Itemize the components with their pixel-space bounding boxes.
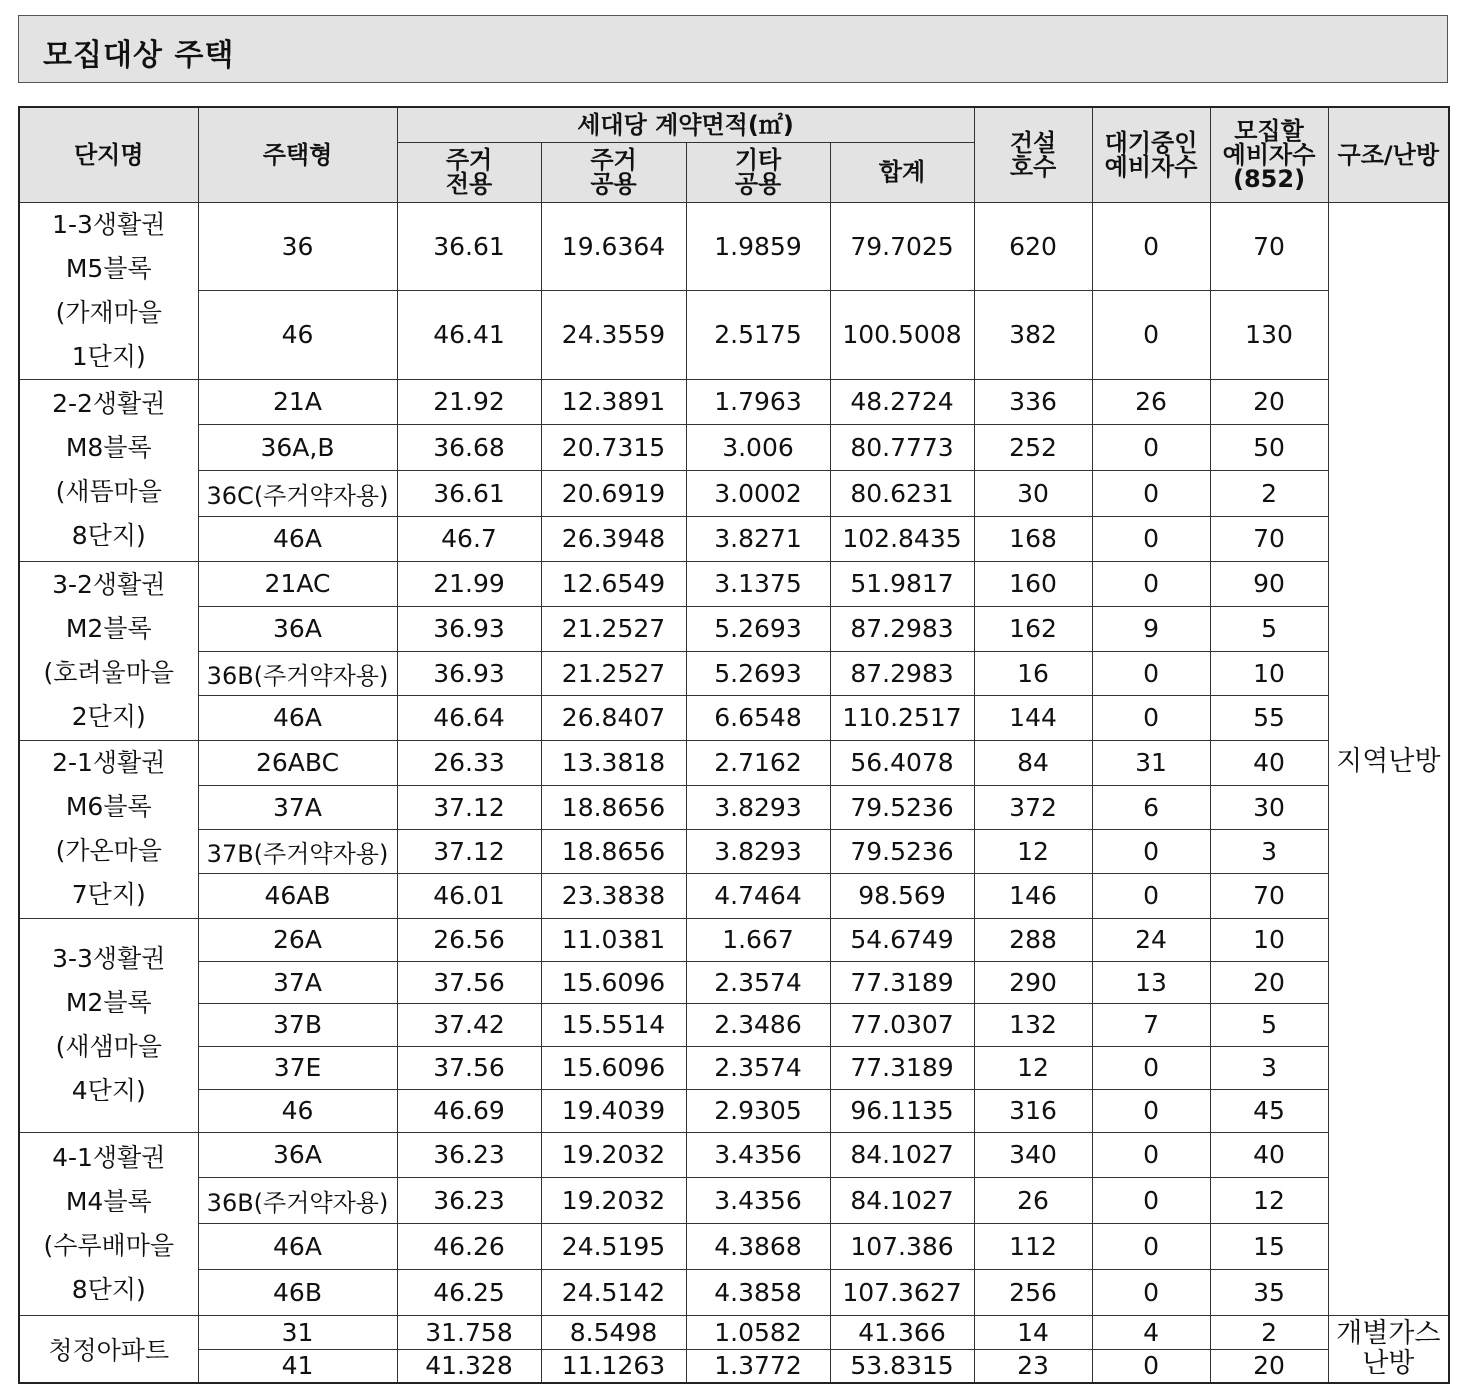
cell-waiting: 24: [1092, 918, 1210, 961]
cell-other: 1.667: [686, 918, 830, 961]
cell-other: 5.2693: [686, 651, 830, 695]
table-row: [19, 606, 1449, 651]
cell-total: 87.2983: [830, 651, 974, 695]
cell-common: 19.2032: [541, 1177, 686, 1223]
cell-recruit: 130: [1210, 291, 1328, 380]
cell-type: 31: [198, 1315, 397, 1349]
cell-units: 252: [974, 424, 1092, 470]
cell-other: 2.3574: [686, 1046, 830, 1089]
housing-table: [18, 106, 1450, 1384]
header-units: 건설 호수: [974, 107, 1092, 202]
cell-type: 37A: [198, 785, 397, 829]
cell-common: 8.5498: [541, 1315, 686, 1349]
cell-total: 107.3627: [830, 1269, 974, 1315]
cell-total: 77.3189: [830, 961, 974, 1003]
cell-total: 84.1027: [830, 1132, 974, 1177]
heating-individual-cell: 개별가스 난방: [1328, 1315, 1449, 1383]
cell-recruit: 35: [1210, 1269, 1328, 1315]
cell-total: 107.386: [830, 1223, 974, 1269]
cell-common: 12.6549: [541, 561, 686, 606]
cell-total: 102.8435: [830, 516, 974, 561]
cell-common: 15.6096: [541, 1046, 686, 1089]
cell-recruit: 90: [1210, 561, 1328, 606]
cell-exclusive: 46.7: [397, 516, 541, 561]
cell-common: 13.3818: [541, 740, 686, 785]
cell-waiting: 0: [1092, 873, 1210, 918]
cell-type: 46AB: [198, 873, 397, 918]
header-area-other: 기타 공용: [686, 142, 830, 202]
cell-other: 1.9859: [686, 202, 830, 291]
cell-other: 3.006: [686, 424, 830, 470]
cell-type: 46A: [198, 516, 397, 561]
header-area-group: 세대당 계약면적(㎡): [397, 107, 974, 142]
table-row: [19, 516, 1449, 561]
cell-waiting: 0: [1092, 291, 1210, 380]
cell-units: 144: [974, 695, 1092, 740]
cell-recruit: 30: [1210, 785, 1328, 829]
cell-other: 4.3858: [686, 1269, 830, 1315]
cell-units: 146: [974, 873, 1092, 918]
cell-waiting: 0: [1092, 1269, 1210, 1315]
header-structure: 구조/난방: [1328, 107, 1449, 202]
table-row: [19, 561, 1449, 606]
cell-common: 11.1263: [541, 1349, 686, 1383]
cell-common: 20.7315: [541, 424, 686, 470]
cell-common: 24.3559: [541, 291, 686, 380]
cell-total: 48.2724: [830, 379, 974, 424]
cell-units: 112: [974, 1223, 1092, 1269]
cell-total: 96.1135: [830, 1089, 974, 1132]
cell-recruit: 70: [1210, 516, 1328, 561]
header-complex: 단지명: [19, 107, 198, 202]
cell-other: 3.8293: [686, 829, 830, 873]
cell-waiting: 7: [1092, 1003, 1210, 1046]
cell-type: 21A: [198, 379, 397, 424]
table-row: [19, 918, 1449, 961]
table-row: [19, 829, 1449, 873]
cell-recruit: 40: [1210, 1132, 1328, 1177]
cell-total: 80.6231: [830, 470, 974, 516]
cell-common: 19.6364: [541, 202, 686, 291]
cell-other: 2.5175: [686, 291, 830, 380]
cell-total: 41.366: [830, 1315, 974, 1349]
cell-total: 51.9817: [830, 561, 974, 606]
section-title: 모집대상 주택: [43, 38, 235, 73]
table-row: [19, 651, 1449, 695]
cell-type: 37B: [198, 1003, 397, 1046]
cell-total: 56.4078: [830, 740, 974, 785]
cell-type: 26A: [198, 918, 397, 961]
cell-recruit: 2: [1210, 1315, 1328, 1349]
table-row: [19, 1132, 1449, 1177]
cell-type: 21AC: [198, 561, 397, 606]
cell-type: 36A: [198, 1132, 397, 1177]
cell-exclusive: 36.23: [397, 1177, 541, 1223]
cell-type: 36: [198, 202, 397, 291]
cell-exclusive: 46.01: [397, 873, 541, 918]
cell-common: 26.8407: [541, 695, 686, 740]
cell-total: 100.5008: [830, 291, 974, 380]
cell-waiting: 0: [1092, 202, 1210, 291]
cell-waiting: 0: [1092, 1046, 1210, 1089]
cell-units: 316: [974, 1089, 1092, 1132]
cell-exclusive: 37.12: [397, 829, 541, 873]
cell-recruit: 5: [1210, 1003, 1328, 1046]
cell-recruit: 3: [1210, 1046, 1328, 1089]
cell-units: 290: [974, 961, 1092, 1003]
cell-waiting: 0: [1092, 424, 1210, 470]
cell-common: 24.5142: [541, 1269, 686, 1315]
cell-exclusive: 36.61: [397, 202, 541, 291]
cell-type: 37E: [198, 1046, 397, 1089]
cell-other: 3.8271: [686, 516, 830, 561]
cell-common: 19.4039: [541, 1089, 686, 1132]
table-row: [19, 379, 1449, 424]
cell-recruit: 55: [1210, 695, 1328, 740]
cell-exclusive: 36.68: [397, 424, 541, 470]
cell-units: 84: [974, 740, 1092, 785]
cell-other: 2.9305: [686, 1089, 830, 1132]
complex-name-cell: 1-3생활권 M5블록 (가재마을 1단지): [19, 202, 198, 379]
cell-other: 4.7464: [686, 873, 830, 918]
cell-type: 41: [198, 1349, 397, 1383]
cell-recruit: 20: [1210, 961, 1328, 1003]
cell-units: 162: [974, 606, 1092, 651]
table-row: [19, 1315, 1449, 1349]
cell-type: 36C(주거약자용): [198, 470, 397, 516]
cell-units: 30: [974, 470, 1092, 516]
complex-name-cell: 3-2생활권 M2블록 (호려울마을 2단지): [19, 561, 198, 740]
header-recruit: 모집할 예비자수 (852): [1210, 107, 1328, 202]
cell-waiting: 0: [1092, 516, 1210, 561]
cell-type: 37A: [198, 961, 397, 1003]
cell-common: 20.6919: [541, 470, 686, 516]
cell-total: 77.3189: [830, 1046, 974, 1089]
cell-exclusive: 26.56: [397, 918, 541, 961]
cell-recruit: 3: [1210, 829, 1328, 873]
cell-common: 23.3838: [541, 873, 686, 918]
table-row: [19, 1046, 1449, 1089]
cell-total: 110.2517: [830, 695, 974, 740]
cell-exclusive: 46.69: [397, 1089, 541, 1132]
cell-waiting: 0: [1092, 651, 1210, 695]
complex-name-cell: 4-1생활권 M4블록 (수루배마을 8단지): [19, 1132, 198, 1315]
cell-recruit: 50: [1210, 424, 1328, 470]
cell-type: 36B(주거약자용): [198, 1177, 397, 1223]
cell-waiting: 0: [1092, 561, 1210, 606]
cell-type: 36A,B: [198, 424, 397, 470]
cell-exclusive: 31.758: [397, 1315, 541, 1349]
cell-waiting: 31: [1092, 740, 1210, 785]
table-row: [19, 1269, 1449, 1315]
cell-exclusive: 46.41: [397, 291, 541, 380]
cell-exclusive: 37.56: [397, 961, 541, 1003]
cell-common: 11.0381: [541, 918, 686, 961]
table-body: [19, 202, 1449, 1383]
cell-type: 46A: [198, 1223, 397, 1269]
cell-waiting: 0: [1092, 1132, 1210, 1177]
cell-total: 84.1027: [830, 1177, 974, 1223]
cell-recruit: 45: [1210, 1089, 1328, 1132]
cell-other: 2.7162: [686, 740, 830, 785]
cell-exclusive: 37.56: [397, 1046, 541, 1089]
cell-exclusive: 37.12: [397, 785, 541, 829]
header-type: 주택형: [198, 107, 397, 202]
cell-units: 16: [974, 651, 1092, 695]
cell-total: 77.0307: [830, 1003, 974, 1046]
cell-total: 54.6749: [830, 918, 974, 961]
cell-type: 46: [198, 1089, 397, 1132]
cell-common: 12.3891: [541, 379, 686, 424]
table-row: [19, 291, 1449, 380]
cell-common: 26.3948: [541, 516, 686, 561]
cell-common: 15.6096: [541, 961, 686, 1003]
cell-other: 3.4356: [686, 1132, 830, 1177]
cell-exclusive: 37.42: [397, 1003, 541, 1046]
complex-name-cell: 2-2생활권 M8블록 (새뜸마을 8단지): [19, 379, 198, 561]
cell-waiting: 4: [1092, 1315, 1210, 1349]
cell-exclusive: 41.328: [397, 1349, 541, 1383]
cell-units: 382: [974, 291, 1092, 380]
cell-waiting: 0: [1092, 1349, 1210, 1383]
cell-type: 46A: [198, 695, 397, 740]
cell-total: 87.2983: [830, 606, 974, 651]
cell-recruit: 20: [1210, 1349, 1328, 1383]
cell-other: 3.1375: [686, 561, 830, 606]
cell-waiting: 0: [1092, 829, 1210, 873]
cell-other: 5.2693: [686, 606, 830, 651]
header-area-exclusive: 주거 전용: [397, 142, 541, 202]
header-area-common: 주거 공용: [541, 142, 686, 202]
table-row: [19, 873, 1449, 918]
complex-name-cell: 청정아파트: [19, 1315, 198, 1383]
cell-type: 36A: [198, 606, 397, 651]
cell-waiting: 0: [1092, 1177, 1210, 1223]
table-row: [19, 1177, 1449, 1223]
cell-units: 14: [974, 1315, 1092, 1349]
cell-other: 2.3486: [686, 1003, 830, 1046]
cell-total: 79.5236: [830, 785, 974, 829]
cell-recruit: 70: [1210, 873, 1328, 918]
cell-other: 2.3574: [686, 961, 830, 1003]
cell-waiting: 6: [1092, 785, 1210, 829]
complex-name-cell: 3-3생활권 M2블록 (새샘마을 4단지): [19, 918, 198, 1132]
cell-recruit: 12: [1210, 1177, 1328, 1223]
cell-waiting: 9: [1092, 606, 1210, 651]
cell-units: 12: [974, 829, 1092, 873]
cell-exclusive: 46.25: [397, 1269, 541, 1315]
cell-units: 620: [974, 202, 1092, 291]
cell-recruit: 10: [1210, 651, 1328, 695]
cell-type: 46: [198, 291, 397, 380]
cell-recruit: 2: [1210, 470, 1328, 516]
complex-name-cell: 2-1생활권 M6블록 (가온마을 7단지): [19, 740, 198, 918]
cell-common: 21.2527: [541, 606, 686, 651]
cell-total: 98.569: [830, 873, 974, 918]
cell-other: 3.4356: [686, 1177, 830, 1223]
table-row: [19, 424, 1449, 470]
cell-exclusive: 21.92: [397, 379, 541, 424]
cell-units: 336: [974, 379, 1092, 424]
cell-common: 15.5514: [541, 1003, 686, 1046]
table-row: [19, 1003, 1449, 1046]
table-row: [19, 470, 1449, 516]
cell-exclusive: 36.93: [397, 651, 541, 695]
cell-units: 372: [974, 785, 1092, 829]
cell-other: 6.6548: [686, 695, 830, 740]
table-row: [19, 1089, 1449, 1132]
cell-waiting: 0: [1092, 1089, 1210, 1132]
table-row: [19, 785, 1449, 829]
cell-waiting: 0: [1092, 1223, 1210, 1269]
cell-exclusive: 46.26: [397, 1223, 541, 1269]
table-row: [19, 961, 1449, 1003]
cell-waiting: 13: [1092, 961, 1210, 1003]
cell-units: 12: [974, 1046, 1092, 1089]
cell-units: 132: [974, 1003, 1092, 1046]
cell-exclusive: 26.33: [397, 740, 541, 785]
cell-other: 1.7963: [686, 379, 830, 424]
cell-type: 36B(주거약자용): [198, 651, 397, 695]
cell-units: 160: [974, 561, 1092, 606]
cell-units: 168: [974, 516, 1092, 561]
cell-exclusive: 36.61: [397, 470, 541, 516]
heating-district-cell: 지역난방: [1328, 202, 1449, 1315]
cell-total: 79.7025: [830, 202, 974, 291]
cell-units: 23: [974, 1349, 1092, 1383]
cell-waiting: 0: [1092, 695, 1210, 740]
cell-common: 18.8656: [541, 829, 686, 873]
cell-type: 37B(주거약자용): [198, 829, 397, 873]
table-row: [19, 740, 1449, 785]
cell-type: 46B: [198, 1269, 397, 1315]
cell-recruit: 70: [1210, 202, 1328, 291]
cell-other: 3.8293: [686, 785, 830, 829]
cell-recruit: 40: [1210, 740, 1328, 785]
cell-units: 26: [974, 1177, 1092, 1223]
table-row: [19, 1349, 1449, 1383]
cell-total: 80.7773: [830, 424, 974, 470]
cell-common: 18.8656: [541, 785, 686, 829]
cell-other: 4.3868: [686, 1223, 830, 1269]
table-row: [19, 202, 1449, 291]
cell-recruit: 10: [1210, 918, 1328, 961]
cell-recruit: 20: [1210, 379, 1328, 424]
cell-common: 21.2527: [541, 651, 686, 695]
cell-exclusive: 36.93: [397, 606, 541, 651]
cell-type: 26ABC: [198, 740, 397, 785]
cell-units: 340: [974, 1132, 1092, 1177]
cell-exclusive: 21.99: [397, 561, 541, 606]
cell-exclusive: 36.23: [397, 1132, 541, 1177]
section-title-box: [18, 15, 1448, 83]
cell-common: 19.2032: [541, 1132, 686, 1177]
cell-other: 3.0002: [686, 470, 830, 516]
cell-recruit: 15: [1210, 1223, 1328, 1269]
cell-units: 288: [974, 918, 1092, 961]
cell-exclusive: 46.64: [397, 695, 541, 740]
cell-recruit: 5: [1210, 606, 1328, 651]
cell-other: 1.3772: [686, 1349, 830, 1383]
cell-common: 24.5195: [541, 1223, 686, 1269]
header-waiting: 대기중인 예비자수: [1092, 107, 1210, 202]
cell-waiting: 0: [1092, 470, 1210, 516]
table-row: [19, 695, 1449, 740]
cell-waiting: 26: [1092, 379, 1210, 424]
cell-total: 79.5236: [830, 829, 974, 873]
table-row: [19, 1223, 1449, 1269]
cell-other: 1.0582: [686, 1315, 830, 1349]
cell-total: 53.8315: [830, 1349, 974, 1383]
cell-units: 256: [974, 1269, 1092, 1315]
header-area-total: 합계: [830, 142, 974, 202]
